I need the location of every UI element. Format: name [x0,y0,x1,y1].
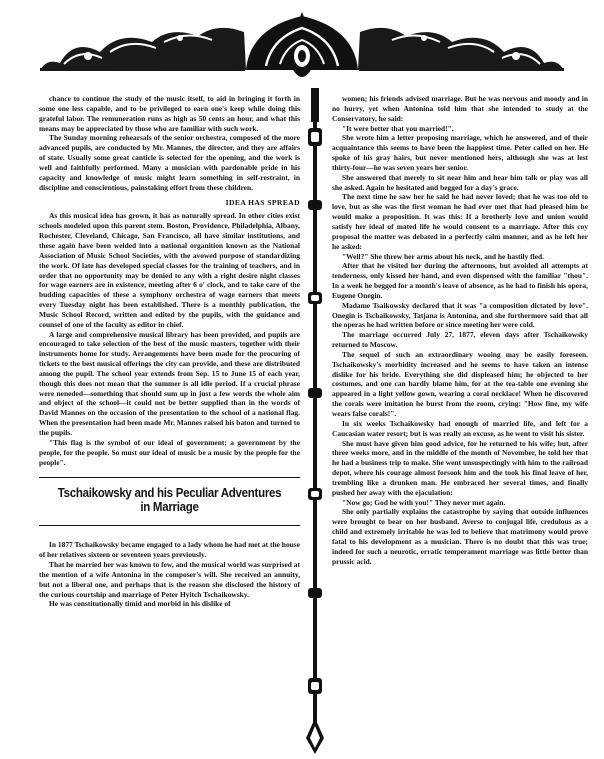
body-paragraph: After that he visited her during the afternoons, but avoided all attempts at tenderness, only kissed her hand, and even dispensed with the familiar "thou". In a week he begged for a month's leave of absence, as he had to finish his opera, Eugene Onegin. [332,261,588,300]
body-paragraph: She must have given him good advice, for he returned to his wife; but, after three weeks more, and in the middle of the month of November, he told her that he had a business trip to make. She went unsuspectingly with him to the railroad depot, where his courage almost forsook him and the took his final leave of her, trembling like a drunken man. He embraced her several times, and finally pushed her away with the ejaculation: [332,438,588,497]
body-paragraph: He was constitutionally timid and morbid in his dislike of [49,599,231,609]
body-paragraph: "Now go; God be with you!" They never met again. [342,497,506,507]
body-paragraph: In 1877 Tschaikowsky became engaged to a lady whom he had met at the house of her relatives sixteen or seventeen years previously. [39,540,300,560]
body-paragraph: The next time he saw her he said he had never loved; that he was too old to love, but as she was the first woman he had ever met that had pleased him he would make a proposition. It was this: If a brotherly love and union would satisfy her ideal of mated life he would consent to a marriage. After this coy proposal the matter was debated in a perfectly calm manner, and as he left her he asked: [332,192,588,251]
body-paragraph: "This flag is the symbol of our ideal of government; a government by the people, for the people. So must our ideal of music be a music by the people for the people". [39,437,300,467]
floral-header-ornament [40,8,564,90]
body-paragraph: She answered that merely to sit near him and hear him talk or play was all she asked. Again he hesitated and begged for a day's grace. [332,172,588,192]
body-paragraph: Madame Tsaikowsky declared that it was "a composition dictated by love". Onegin is Tschaikowsky, Tatjana is Antonina, and she furthermore said that all the operas he had written before or since meeting her were cold. [332,300,588,330]
section-subheading: IDEA HAS SPREAD [225,198,300,208]
feature-title: Tschaikowsky and his Peculiar Adventures in Marriage [57,486,282,515]
right-column [332,94,588,754]
body-paragraph: That he married her was known to few, and the musical world was surprised at the mention of a wife Antonina in the composer's will. She received an annuity, but not a liberal one, and perhaps that is the reason she disclosed the history of the curious courtship and marriage of Peter Hyitch Tschaikowsky. [39,560,300,599]
body-paragraph: The Sunday morning rehearsals of the senior orchestra, composed of the more advanced pupils, are conducted by Mr. Mannes, the director, and they are affairs of state. Usually some great canticle is selected for the opening, and the work is well and faithfully performed. Many a musician with pardonable pride in his capacity and knowledge of music might learn something in self-restraint, in discipline and conscientious, painstaking effort from these children. [39,133,300,192]
body-paragraph: She wrote him a letter proposing marriage, which he answered, and of their acquaintance this seems to have been the happiest time. Peter called on her. He spoke of his gray hairs, but never mentioned hers, although she was at lest thirty-four—he was seven years her senior. [332,133,588,172]
feature-title-box [39,477,300,526]
body-paragraph: "Well?" She threw her arms about his neck, and he hastily fled. [342,251,544,261]
body-paragraph: In six weeks Tschaikowsky had enough of married life, and left for a Caucasian water resort; but is was really an excuse, as he went to visit his sister. [332,418,588,438]
body-paragraph: "It were better that you married!". [342,123,454,133]
body-paragraph: The marriage occurred July 27, 1877, eleven days after Tschaikowsky returned to Moscow. [332,330,588,350]
vertical-ornamental-rule [302,88,328,754]
body-paragraph: The sequel of such an extraordinary wooing may be easily foreseen. Tschaikowsky's morbidity increased and he seems to have taken an intense dislike for his bride. Everything she did displeased him; he objected to her costumes, and one can hardly blame him, for at the tea-table one evening she appeared in a light yellow gown, wearing a coral necklace! When he discovered the corals were imitation he burst from the room, crying: "How fine, my wife wears false corals!". [332,349,588,418]
body-paragraph: As this musical idea has grown, it has as naturally spread. In other cities exist schools modeled upon this parent stem. Boston, Providence, Philadelphia, Albany, Rochester, Cleveland, Chicago, San Francisco, all have similar institutions, and these again have been welded into a national organition known as the National Association of Music School Societies, with the avowed purpose of standardizing the work. Of late has developed special classes for the training of teachers, and in order that no opportunity may be denied to any with a right desire night classes for wage earners are in existence, meeting after 6 o' clock, and to take care of the budding capacities of these a symphony orchestra of wage earners that meets every Tuesday night has been established. There is a monthly publication, the Music School Record, written and edited by the pupils, with the guidance and counsel of one of the faculty as editor in chief. [39,211,300,329]
body-paragraph: She only partially explains the catastrophe by saying that outside influences were brought to bear on her husband. Averse to conjugal life, credulous as a child and extremely irritable he was led to believe that matrimony would prove fatal to his development as a musician. There is no doubt that this was true; indeed for such a neurotic, erratic temperament marriage was little better than prussic acid. [332,507,588,566]
body-paragraph: A large and comprehensive musical library has been provided, and pupils are encouraged to take selection of the best of the music masters, together with their instruments home for study. Arrangements have been made for the procuring of tickets to the best musical offerings the city can provide, and these are distributed among the pupil. The school year extends from Sep. 15 to June 15 of each year, though this does not mean that the summer is all idle period. If a crucial phrase were neneded—something that should sum up in just a few words the whole aim and object of the school—it could not be better supplied than in the words of David Mannes on the occasion of the presentation to the school of a national flag. When the presentation had been made Mr. Mannes raised his baton and turned to the pupils. [39,329,300,437]
body-paragraph: chance to continue the study of the music itself, to aid in bringing it forth in some one less capable, and to be privileged to earn one's keep while doing this grateful labor. The remuneration runs as high as 50 cents an hour, and what this means may be appreciated by those who are familiar with such work. [39,94,300,133]
body-paragraph: women; his friends advised marriage. But he was nervous and moody and in no hurry, yet when Antonina told him that she intended to study at the Conservatory, he said: [332,94,588,123]
left-column [39,94,300,754]
